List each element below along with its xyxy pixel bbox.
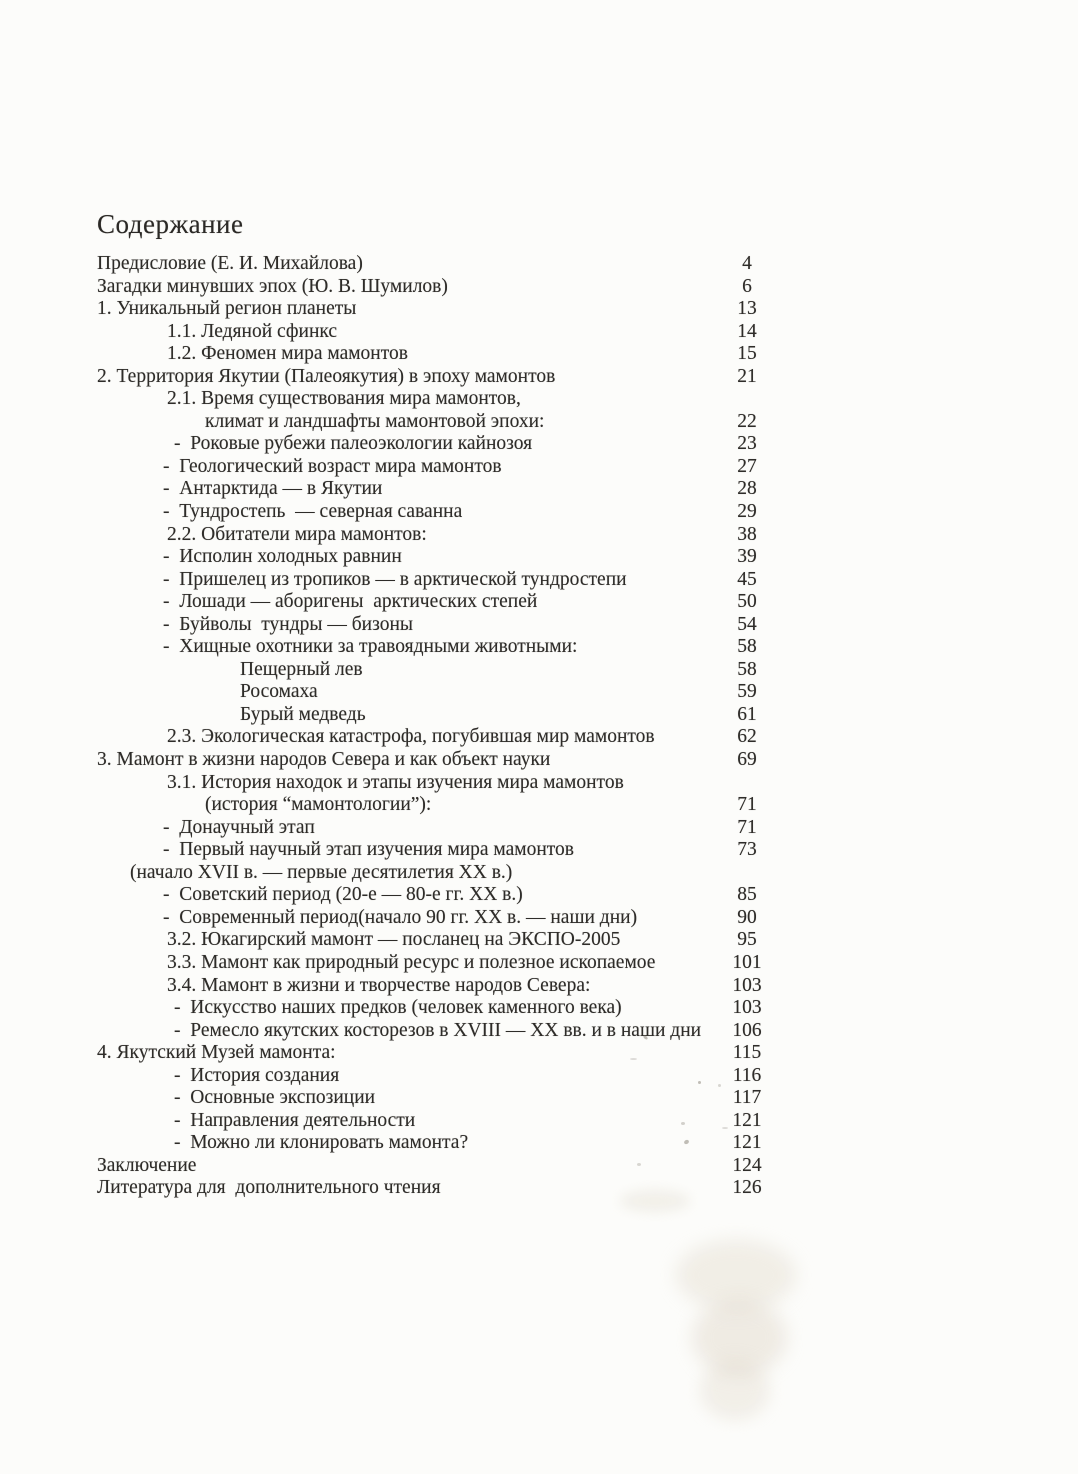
entry-text: 1.2. Феномен мира мамонтов bbox=[167, 343, 408, 365]
toc-entry bbox=[97, 975, 787, 998]
entry-page-number: 103 bbox=[732, 974, 762, 996]
page-title: Содержание bbox=[97, 209, 244, 239]
entry-text: - Современный период(начало 90 гг. XX в. — наши дни) bbox=[163, 906, 638, 928]
entry-text: - Можно ли клонировать мамонта? bbox=[174, 1132, 469, 1154]
toc-entry bbox=[97, 614, 787, 637]
entry-text: - История создания bbox=[174, 1064, 340, 1086]
entry-text: - Буйволы тундры — бизоны bbox=[163, 613, 413, 635]
toc-entry bbox=[97, 433, 787, 456]
entry-page-number: 45 bbox=[737, 568, 757, 590]
entry-page-number: 14 bbox=[737, 320, 757, 342]
entry-text: Литература для дополнительного чтения bbox=[97, 1177, 441, 1199]
entry-page-number: 21 bbox=[737, 365, 757, 387]
entry-text: Предисловие (Е. И. Михайлова) bbox=[97, 253, 363, 274]
entry-page-number: 121 bbox=[732, 1132, 762, 1154]
toc-entry bbox=[97, 817, 787, 840]
entry-page-number: 95 bbox=[737, 929, 757, 951]
entry-page-number: 126 bbox=[732, 1177, 762, 1199]
toc-entry bbox=[97, 1042, 787, 1065]
entry-text: 2.3. Экологическая катастрофа, погубившая мир мамонтов bbox=[167, 726, 655, 748]
entry-text: - Геологический возраст мира мамонтов bbox=[163, 455, 502, 477]
entry-page-number: 54 bbox=[737, 613, 757, 635]
toc-entry bbox=[97, 569, 787, 592]
toc-entry bbox=[97, 1155, 787, 1178]
entry-page-number: 85 bbox=[737, 884, 757, 906]
toc-entry bbox=[97, 1132, 787, 1155]
toc-entry bbox=[97, 253, 787, 276]
entry-text: - Советский период (20-е — 80-е гг. XX в.) bbox=[163, 884, 523, 906]
entry-text: 4. Якутский Музей мамонта: bbox=[97, 1042, 336, 1064]
entry-text: 1. Уникальный регион планеты bbox=[97, 298, 357, 320]
entry-text: 3. Мамонт в жизни народов Севера и как объект науки bbox=[97, 749, 551, 771]
toc-entry bbox=[97, 388, 787, 411]
entry-text: 3.1. История находок и этапы изучения мира мамонтов bbox=[167, 771, 624, 793]
entry-page-number: 6 bbox=[742, 275, 752, 297]
entry-text: 2.1. Время существования мира мамонтов, bbox=[167, 388, 521, 410]
entry-page-number: 61 bbox=[737, 703, 757, 725]
toc-entry bbox=[97, 1110, 787, 1133]
toc-entry bbox=[97, 298, 787, 321]
toc-entry bbox=[97, 321, 787, 344]
entry-page-number: 15 bbox=[737, 343, 757, 365]
entry-text: - Пришелец из тропиков — в арктической тундростепи bbox=[163, 568, 627, 590]
toc-entry bbox=[97, 1065, 787, 1088]
scan-smudge bbox=[676, 1240, 796, 1310]
entry-page-number: 58 bbox=[737, 658, 757, 680]
toc-entry bbox=[97, 839, 787, 862]
entry-page-number: 116 bbox=[732, 1064, 762, 1086]
toc-entry bbox=[97, 276, 787, 299]
entry-text: 2.2. Обитатели мира мамонтов: bbox=[167, 523, 427, 545]
entry-text: 3.3. Мамонт как природный ресурс и полезное ископаемое bbox=[167, 951, 656, 973]
entry-text: Бурый медведь bbox=[240, 703, 366, 725]
entry-page-number: 23 bbox=[737, 433, 757, 455]
entry-text: - Лошади — аборигены арктических степей bbox=[163, 591, 538, 613]
entry-page-number: 101 bbox=[732, 951, 762, 973]
toc-entry bbox=[97, 546, 787, 569]
toc-entry bbox=[97, 681, 787, 704]
toc-entry bbox=[97, 772, 787, 795]
entry-page-number: 27 bbox=[737, 455, 757, 477]
toc-entry bbox=[97, 343, 787, 366]
entry-text: - Донаучный этап bbox=[163, 816, 315, 838]
entry-page-number: 69 bbox=[737, 749, 757, 771]
entry-page-number: 13 bbox=[737, 298, 757, 320]
entry-text: - Роковые рубежи палеоэкологии кайнозоя bbox=[174, 433, 533, 455]
entry-text: - Исполин холодных равнин bbox=[163, 546, 402, 568]
entry-page-number: 39 bbox=[737, 546, 757, 568]
entry-text: Загадки минувших эпох (Ю. В. Шумилов) bbox=[97, 275, 448, 297]
entry-page-number: 71 bbox=[737, 794, 757, 816]
entry-text: 3.2. Юкагирский мамонт — посланец на ЭКСПО-2005 bbox=[167, 929, 621, 951]
toc-entry bbox=[97, 411, 787, 434]
toc-entry bbox=[97, 501, 787, 524]
entry-page-number: 90 bbox=[737, 906, 757, 928]
scan-smudge bbox=[692, 1300, 787, 1375]
toc-entry bbox=[97, 997, 787, 1020]
entry-page-number: 117 bbox=[732, 1087, 762, 1109]
toc-entry bbox=[97, 1177, 787, 1200]
entry-page-number: 58 bbox=[737, 636, 757, 658]
toc-entry bbox=[97, 478, 787, 501]
entry-page-number: 106 bbox=[732, 1019, 762, 1041]
entry-page-number: 115 bbox=[732, 1042, 762, 1064]
toc-entry bbox=[97, 704, 787, 727]
entry-page-number: 22 bbox=[737, 410, 757, 432]
toc-entry bbox=[97, 929, 787, 952]
toc-entry bbox=[97, 456, 787, 479]
entry-page-number: 73 bbox=[737, 839, 757, 861]
entry-text: - Основные экспозиции bbox=[174, 1087, 376, 1109]
entry-page-number: 124 bbox=[732, 1154, 762, 1176]
toc-entry bbox=[97, 1087, 787, 1110]
scan-smudge bbox=[700, 1360, 770, 1420]
entry-text: 3.4. Мамонт в жизни и творчестве народов Севера: bbox=[167, 974, 591, 996]
entry-text: 2. Территория Якутии (Палеоякутия) в эпоху мамонтов bbox=[97, 365, 556, 387]
entry-text: - Антарктида — в Якутии bbox=[163, 478, 383, 500]
toc-entry bbox=[97, 636, 787, 659]
toc-entry bbox=[97, 862, 787, 885]
toc-entry bbox=[97, 726, 787, 749]
toc-entry bbox=[97, 907, 787, 930]
entry-text: (история “мамонтологии”): bbox=[205, 794, 432, 816]
entry-page-number: 71 bbox=[737, 816, 757, 838]
toc-entry bbox=[97, 952, 787, 975]
entry-text: - Направления деятельности bbox=[174, 1109, 416, 1131]
entry-text: - Искусство наших предков (человек каменного века) bbox=[174, 997, 622, 1019]
entry-page-number: 29 bbox=[737, 501, 757, 523]
toc-list bbox=[97, 253, 787, 1200]
entry-page-number: 62 bbox=[737, 726, 757, 748]
entry-page-number: 28 bbox=[737, 478, 757, 500]
entry-text: 1.1. Ледяной сфинкс bbox=[167, 320, 338, 342]
entry-page-number: 4 bbox=[742, 253, 752, 274]
entry-text: климат и ландшафты мамонтовой эпохи: bbox=[205, 410, 545, 432]
entry-page-number: 38 bbox=[737, 523, 757, 545]
entry-text: Росомаха bbox=[240, 681, 318, 703]
toc-entry bbox=[97, 591, 787, 614]
toc-entry bbox=[97, 524, 787, 547]
entry-text: (начало XVII в. — первые десятилетия XX в.) bbox=[130, 861, 513, 883]
toc-entry bbox=[97, 794, 787, 817]
entry-page-number: 50 bbox=[737, 591, 757, 613]
toc-entry bbox=[97, 749, 787, 772]
entry-text: Пещерный лев bbox=[240, 658, 363, 680]
toc-entry bbox=[97, 1020, 787, 1043]
entry-page-number: 59 bbox=[737, 681, 757, 703]
entry-text: - Первый научный этап изучения мира мамонтов bbox=[163, 839, 575, 861]
entry-page-number: 103 bbox=[732, 997, 762, 1019]
toc-entry bbox=[97, 884, 787, 907]
entry-text: - Хищные охотники за травоядными животными: bbox=[163, 636, 578, 658]
entry-text: - Ремесло якутских косторезов в XVIII — XX вв. и в наши дни bbox=[174, 1019, 702, 1041]
toc-entry bbox=[97, 659, 787, 682]
toc-entry bbox=[97, 366, 787, 389]
entry-page-number: 121 bbox=[732, 1109, 762, 1131]
entry-text: - Тундростепь — северная саванна bbox=[163, 501, 463, 523]
entry-text: Заключение bbox=[97, 1154, 197, 1176]
